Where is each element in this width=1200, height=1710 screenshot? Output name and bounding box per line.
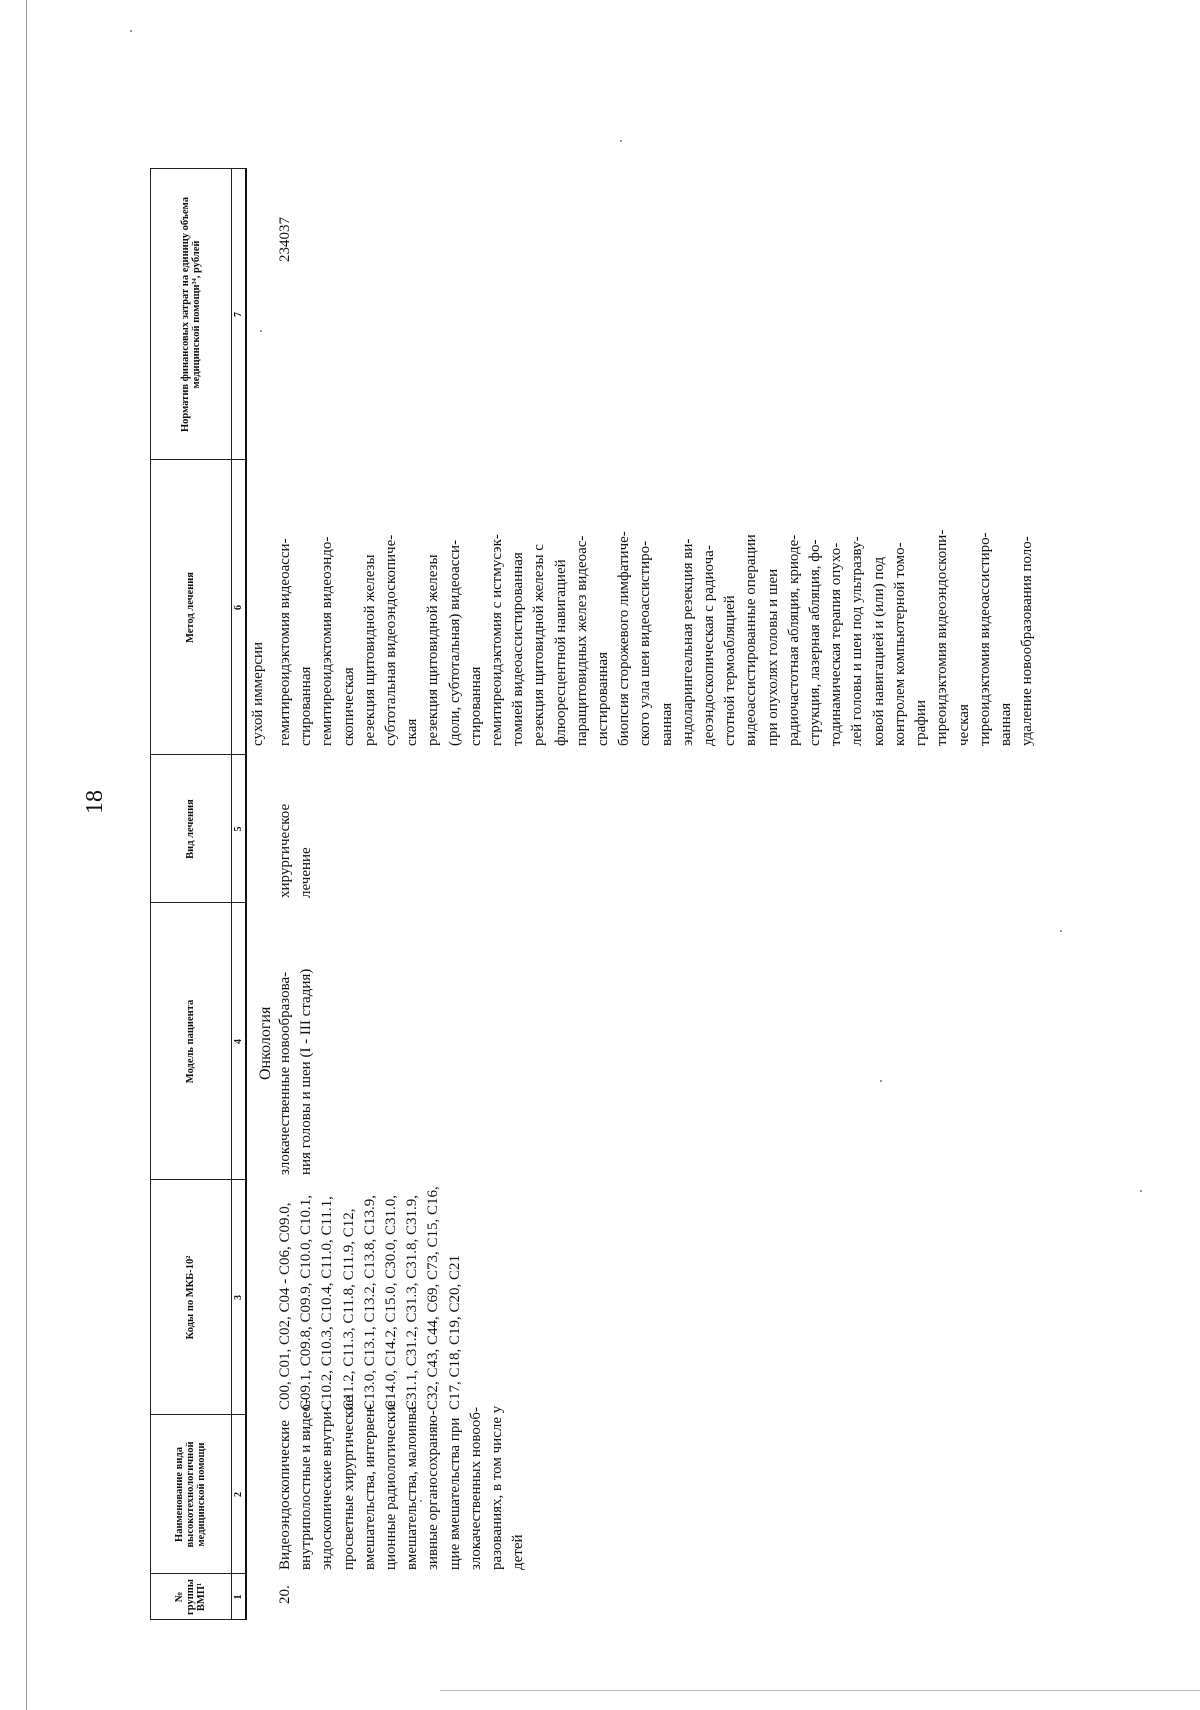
icd-code-line: C11.2, C11.3, C11.8, C11.9, C12, [340,1208,357,1410]
icd-code-line: C10.2, C10.3, C10.4, C11.0, C11.1, [319,1196,336,1410]
treatment-method-line: стотной термоабляцией [722,595,739,746]
column-number: 3 [233,1295,244,1300]
treatment-method-line: (доли, субтотальная) видеоасси- [446,539,463,746]
treatment-method-line: графии [913,699,930,746]
icd-code-line: C17, C18, C19, C20, C21 [446,1254,463,1410]
treatment-method-line: ванная [997,702,1014,746]
treatment-method-line: ская [404,718,421,746]
patient-model-line: ния головы и шеи (I - III стадия) [298,968,315,1175]
column-number: 2 [233,1492,244,1497]
icd-code-line: C31.1, C31.2, C31.3, C31.8, C31.9, [404,1194,421,1410]
treatment-method-line: видеоассистированные операции [743,534,760,746]
treatment-method-line: стированная [467,666,484,746]
carry-over-text: сухой иммерсии [250,641,266,746]
row-icd-codes [275,1186,466,1410]
vmp-name-line: Видеоэндоскопические [277,1420,293,1570]
header-patient-model: Модель пациента [185,999,196,1084]
treatment-method-line: ковой навигацией и (или) под [870,556,887,746]
vmp-name-line: внутриполостные и видео- [298,1399,315,1570]
header-group-number: № группы ВМП¹ [174,1578,207,1616]
header-treatment-method: Метод лечения [185,572,196,643]
column-number: 6 [233,605,244,610]
vmp-name-line: щие вмешательства при [446,1417,463,1570]
treatment-method-line: гемитиреоидэктомия видеоасси- [277,538,293,746]
column-number: 1 [233,1594,244,1600]
vmp-name-line: эндоскопические внутри- [319,1406,336,1570]
treatment-method-line: резекция щитовидной железы [361,554,378,746]
vmp-name-line: детей [510,1534,527,1570]
treatment-method-line: контролем компьютерной томо- [891,542,908,746]
vmp-name-line: вмешательства, малоинва- [404,1401,421,1570]
treatment-method-line: скопическая [340,667,357,746]
column-number: 7 [233,312,244,317]
vmp-name-line: разованиях, в том числе у [489,1405,506,1570]
treatment-method-line: лей головы и шеи под ультразву- [849,536,866,746]
column-number: 5 [233,826,244,832]
vmp-name-line: зивные органосохраняю- [425,1410,442,1570]
treatment-method-line: субтотальная видеоэндоскопиче- [383,534,400,746]
icd-code-line: C14.0, C14.2, C15.0, C30.0, C31.0, [383,1194,400,1410]
treatment-method-line: ческая [955,704,972,746]
header-treatment-type: Вид лечения [185,799,196,859]
header-cost-standard: Норматив финансовых затрат на единицу объема медицинской помощи³⁴, рублей [179,197,202,432]
treatment-method-line: флюоресцентной навигацией [552,559,569,746]
treatment-method-line: резекция щитовидной железы [425,554,442,746]
column-number: 4 [233,1039,244,1044]
rotated-table [150,0,1200,1620]
page-number: 18 [82,790,108,814]
treatment-method-line: стированная [298,666,315,746]
header-vmp-name: Наименование вида высокотехнологичной медицинской помощи [174,1441,207,1548]
scan-edge [26,0,27,1710]
patient-model-line: злокачественные новообразова- [277,971,293,1175]
row-number: 20. [277,1585,293,1604]
treatment-method-line: струкция, лазерная абляция, фо- [807,539,824,746]
treatment-method-line: ского узла шеи видеоассистиро- [637,540,654,746]
treatment-method-line: систированная [595,651,612,746]
treatment-type-line: лечение [298,847,315,898]
row-treatment-methods [275,530,1038,746]
vmp-name-line: ционные радиологические [383,1400,400,1570]
treatment-method-line: деоэндоскопическая с радиоча- [701,545,718,746]
icd-code-line: C09.1, C09.8, C09.9, C10.0, C10.1, [298,1194,315,1410]
treatment-method-line: при опухолях головы и шеи [764,568,781,746]
row-treatment-type [275,804,317,898]
treatment-method-line: удаление новообразования поло- [1019,536,1036,746]
treatment-method-line: резекция щитовидной железы с [531,544,548,746]
scan-bottom-edge [440,1690,1200,1691]
treatment-method-line: радиочастотная абляция, криоде- [785,534,802,746]
treatment-method-line: тиреоидэктомия видеоэндоскопи- [934,529,951,746]
row-cost: 234037 [277,217,293,262]
treatment-method-line: тодинамическая терапия опухо- [828,542,845,746]
treatment-method-line: эндоларингеальная резекция ви- [679,538,696,746]
treatment-method-line: томией видеоассистированная [510,552,527,746]
row-patient-model [275,969,317,1175]
icd-code-line: C00, C01, C02, C04 - C06, C09.0, [277,1202,293,1410]
treatment-method-line: паращитовидных желез видеоас- [573,535,590,746]
treatment-method-line: тиреоидэктомия видеоассистиро- [976,532,993,746]
row-vmp-name [275,1396,529,1570]
vmp-name-line: просветные хирургические [340,1396,357,1570]
icd-code-line: C32, C43, C44, C69, C73, C15, C16, [425,1186,442,1410]
scan-speck [130,30,132,32]
icd-code-line: C13.0, C13.1, C13.2, C13.8, C13.9, [361,1194,378,1410]
vmp-name-line: вмешательства, интервен- [361,1403,378,1570]
treatment-method-line: биопсия сторожевого лимфатиче- [616,531,633,746]
treatment-method-line: гемитиреоидэктомия с истмусэк- [489,534,506,746]
section-title: Онкология [257,1006,274,1080]
vmp-name-line: злокачественных новооб- [467,1407,484,1570]
treatment-method-line: ванная [658,702,675,746]
header-icd-codes: Коды по МКБ-10² [185,1255,196,1340]
treatment-method-line: гемитиреоидэктомия видеоэндо- [319,536,336,746]
treatment-type-line: хирургическое [277,803,293,898]
